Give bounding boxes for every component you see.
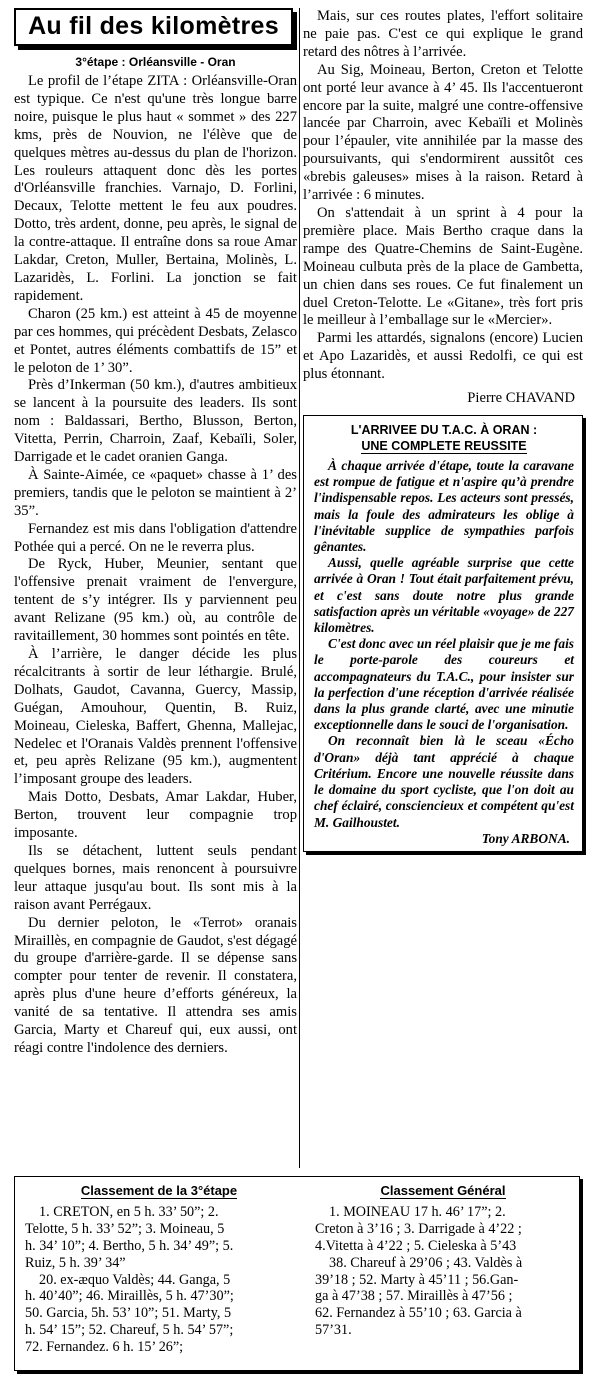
article-paragraph: Parmi les attardés, signalons (encore) Lucien et Apo Lazaridès, et aussi Redolfi, ce qui est plus étonnant. — [303, 330, 583, 383]
article-column-right — [303, 8, 583, 852]
article-body-left — [14, 73, 297, 1058]
article-title: Au fil des kilomètres — [28, 12, 279, 40]
article-paragraph: Au Sig, Moineau, Berton, Creton et Telotte ont porté leur avance à 4’ 45. Ils l'accentueront encore par la suite, malgré une contre-offensive lancée par Charroin, avec Kebaïli et Molinès pour l’épauler, vite annihilée par la masse des poursuivants, qui s'endormirent aussitôt ces «brebis galeuses» mises à la raison. Retard à l’arrivée : 6 minutes. — [303, 61, 583, 204]
article-signature: Pierre CHAVAND — [467, 390, 575, 407]
classement-line: 50. Garcia, 5h. 53’ 10”; 51. Marty, 5 — [25, 1305, 232, 1322]
sidebar-paragraph: On reconnaît bien là le sceau «Écho d'Oran» déjà tant apprécié à chaque Critérium. Encore une nouvelle réussite dans le domaine du sport cycliste, que l'on doit au chef éclairé, consciencieux et compétent qu'est M. Gailhoustet. — [314, 733, 574, 830]
sidebar-box-title-line2: UNE COMPLETE REUSSITE — [361, 439, 527, 454]
classement-line: 72. Fernandez. 6 h. 15’ 26”; — [25, 1339, 184, 1356]
sidebar-box-title — [314, 422, 574, 454]
article-column-left — [14, 8, 297, 1058]
classement-line: Creton à 3’16 ; 3. Darrigade à 4’22 ; — [315, 1220, 522, 1237]
article-paragraph: Mais, sur ces routes plates, l'effort solitaire ne paie pas. C'est ce qui explique le grand retard des nôtres à l’arrivée. — [303, 8, 583, 60]
article-paragraph: Charon (25 km.) est atteint à 45 de moyenne par ces hommes, qui précèdent Desbats, Zelasco et Pontet, autres éléments combattifs de 15” et le peloton de 1’ 30”. — [14, 305, 297, 376]
sidebar-box-signature: Tony ARBONA. — [481, 830, 570, 846]
classement-line: 1. MOINEAU 17 h. 46’ 17”; 2. — [329, 1203, 506, 1220]
classement-line: 1. CRETON, en 5 h. 33’ 50”; 2. — [39, 1203, 219, 1220]
article-paragraph: À l’arrière, le danger décide les plus récalcitrants à sortir de leur léthargie. Brulé, Dolhats, Gaudot, Cavanna, Guercy, Massip, Guégan, Amouhour, Quentin, B. Ruiz, Moineau, Cieleska, Baffert, Ghenna, Mallejac, Nedelec et l'Oranais Valdès prennent l'offensive et, peu après Relizane (95 km.), augmentent l’imposant groupe des leaders. — [14, 646, 297, 788]
article-paragraph: Le profil de l’étape ZITA : Orléansville-Oran est typique. Ce n'est qu'une très longue barre noire, puisque le plus haut « sommet » des 227 kms, près de Nouvion, ne l'élève que de quelques mètres au-dessus du plan de l'horizon. Les rouleurs attaquent donc dès les portes d'Orléansville franchies. Varnajo, D. Forlini, Decaux, Telotte mettent le feu aux poudres. Dotto, très ardent, donne, peu après, le signal de la contre-attaque. Il entraîne dons sa roue Amar Lakdar, Creton, Muller, Bertaina, Molinès, L. Lazaridès, L. Forlini. La jonction se fait rapidement. — [14, 73, 297, 304]
sidebar-paragraph: Aussi, quelle agréable surprise que cette arrivée à Oran ! Tout était parfaitement prévu, et c'est sans doute notre plus grande satisfaction après un véritable «voyage» de 227 kilomètres. — [314, 555, 574, 636]
classement-line: 4.Vitetta à 4’22 ; 5. Cieleska à 5’43 — [315, 1237, 517, 1254]
classement-general-heading: Classement Général — [380, 1183, 506, 1198]
classement-line: h. 34’ 10”; 4. Bertho, 5 h. 34’ 49”; 5. — [25, 1237, 234, 1254]
article-paragraph: On s'attendait à un sprint à 4 pour la première place. Mais Bertho craque dans la rampe des Quatre-Chemins de Saint-Eugène. Moineau culbuta près de la place de Gambetta, un chien dans ses roues. Ce fut finalement un duel Creton-Telotte. Le «Gitane», très fort pris le meilleur à l’emballage sur le «Mercier». — [303, 204, 583, 329]
article-subtitle: 3°étape : Orléansville - Oran — [75, 55, 236, 69]
sidebar-box — [303, 415, 583, 852]
classement-line: ga à 47’38 ; 57. Miraillès à 47’56 ; — [315, 1288, 513, 1305]
classements-box — [14, 1176, 580, 1371]
classement-line: h. 54’ 15”; 52. Chareuf, 5 h. 54’ 57”; — [25, 1322, 234, 1339]
classement-line: 62. Fernandez à 55’10 ; 63. Garcia à — [315, 1305, 522, 1322]
sidebar-box-body — [314, 458, 574, 831]
classement-line: 57’31. — [315, 1322, 352, 1339]
column-divider — [299, 8, 300, 1168]
sidebar-paragraph: C'est donc avec un réel plaisir que je me fais le porte-parole des coureurs et accompagnateurs du T.A.C., pour insister sur la perfection d'une réception d'arrivée réalisée dans la plus grande clarté, avec une minutie exceptionnelle dans le souci de l'organisation. — [314, 636, 574, 733]
article-paragraph: De Ryck, Huber, Meunier, sentant que l'offensive prenait vraiment de l'envergure, tentent de s’y intégrer. Ils y parviennent peu avant Relizane (95 km.) où, au contrôle de ravitaillement, 30 hommes sont pointés en tête. — [14, 556, 297, 645]
classement-line: 20. ex-æquo Valdès; 44. Ganga, 5 — [39, 1271, 231, 1288]
classement-line: Ruiz, 5 h. 39’ 34” — [25, 1254, 126, 1271]
article-paragraph: Fernandez est mis dans l'obligation d'attendre Pothée qui a percé. On ne le reverra plus. — [14, 520, 297, 555]
sidebar-paragraph: À chaque arrivée d'étape, toute la caravane est rompue de fatigue et n'aspire qu’à prendre l'indispensable repos. Les acteurs sont pressés, mais la foule des admirateurs les oblige à l'inévitable supplice de sympathies parfois gênantes. — [314, 458, 574, 555]
article-title-box — [14, 8, 293, 46]
article-paragraph: À Sainte-Aimée, ce «paquet» chasse à 1’ des premiers, tandis que le peloton se maintient à 2’ 35”. — [14, 466, 297, 519]
classement-line: h. 40’40”; 46. Miraillès, 5 h. 47’30”; — [25, 1288, 234, 1305]
classement-line: 38. Chareuf à 29’06 ; 43. Valdès à — [329, 1254, 523, 1271]
article-paragraph: Mais Dotto, Desbats, Amar Lakdar, Huber, Berton, trouvent leur compagnie trop imposante. — [14, 789, 297, 842]
classement-etape — [25, 1183, 293, 1356]
sidebar-box-title-line1: L'ARRIVEE DU T.A.C. À ORAN : — [350, 423, 538, 438]
classement-line: 39’18 ; 52. Marty à 45’11 ; 56.Gan- — [315, 1271, 519, 1288]
article-paragraph: Du dernier peloton, le «Terrot» oranais Miraillès, en compagnie de Gaudot, s'est dégagé du groupe d'arrière-garde. Il se dépense sans compter pour tenter de revenir. Il constatera, après plus d'une heure d’efforts généreux, la vanité de sa tentative. Il attendra ses amis Garcia, Marty et Chareuf qui, eux aussi, ont réagi contre l'indolence des derniers. — [14, 914, 297, 1056]
classement-general — [315, 1183, 571, 1339]
classement-line: Telotte, 5 h. 33’ 52”; 3. Moineau, 5 — [25, 1220, 225, 1237]
article-body-right — [303, 8, 583, 384]
article-paragraph: Ils se détachent, luttent seuls pendant quelques bornes, mais renoncent à poursuivre leur attaque jusqu'au bout. Ils sont mis à la raison avant Perrégaux. — [14, 842, 297, 913]
classement-etape-heading: Classement de la 3°étape — [80, 1183, 238, 1198]
article-paragraph: Près d’Inkerman (50 km.), d'autres ambitieux se lancent à la poursuite des leaders. Ils sont nom : Baldassari, Bertho, Blusson, Berton, Vitetta, Perrin, Charroin, Zaaf, Kebaïli, Soler, Darrigade et le cadet oranien Ganga. — [14, 377, 297, 466]
